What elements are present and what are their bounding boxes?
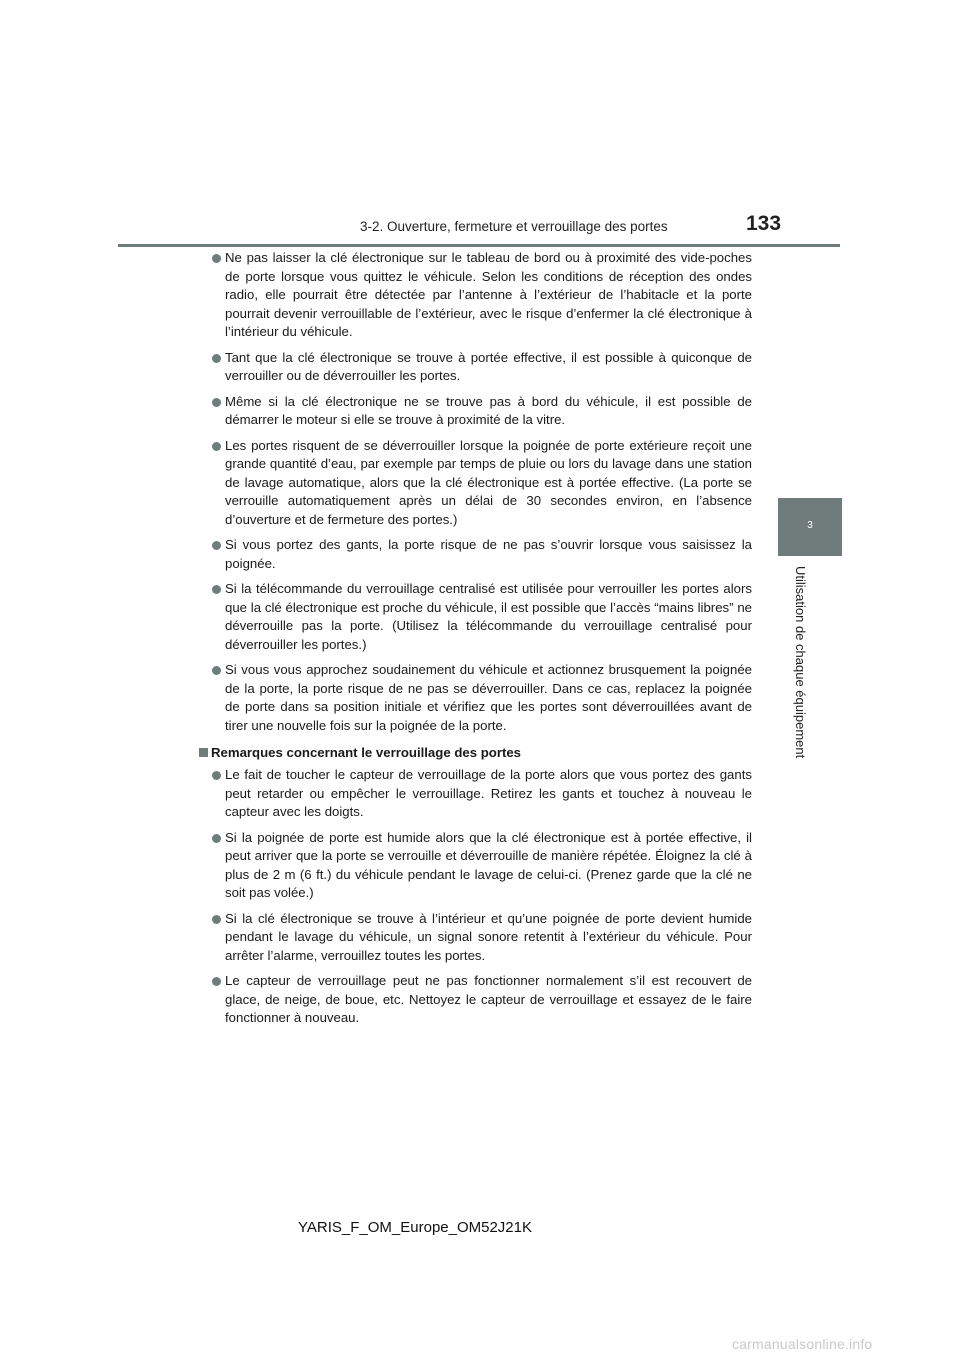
bullet-text: Si la clé électronique se trouve à l’intérieur et qu’une poignée de porte devient humide pendant le lavage du véhicule, un signal sonore retentit à l’extérieur du véhicule. Pour arrêter l’alarme, verrouillez toutes les portes. (225, 910, 752, 963)
bullet-text: Si vous vous approchez soudainement du véhicule et actionnez brusquement la poignée de la porte, la porte risque de ne pas se déverrouiller. Dans ce cas, replacez la poignée de porte dans sa position initiale et vérifiez que les portes sont déverrouillées avant de tirer une nouvelle fois sur la poignée de la porte. (225, 662, 752, 733)
bullet-dot-icon (212, 442, 221, 451)
bullet-text: Tant que la clé électronique se trouve à portée effective, il est possible à quiconque de verrouiller ou de déverrouiller les portes. (225, 349, 752, 383)
bullet-dot-icon (212, 254, 221, 263)
bullet-dot-icon (212, 541, 221, 550)
bullet-list-locking-notes (211, 766, 752, 1028)
footer-document-code: YARIS_F_OM_Europe_OM52J21K (298, 1219, 533, 1236)
bullet-item (211, 661, 752, 735)
bullet-dot-icon (212, 834, 221, 843)
chapter-label: Utilisation de chaque équipement (793, 566, 808, 759)
bullet-text: Le capteur de verrouillage peut ne pas fonctionner normalement s’il est recouvert de glace, de neige, de boue, etc. Nettoyez le capteur de verrouillage et essayez de le faire fonctionner à nouveau. (225, 973, 752, 1025)
bullet-item (211, 766, 752, 822)
bullet-text: Si la poignée de porte est humide alors que la clé électronique est à portée effective, il peut arriver que la porte se verrouille et déverrouille de manière répétée. Éloignez la clé à plus de 2 m (6 ft.) du véhicule pendant le lavage de celui-ci. (Prenez garde que la clé ne soit pas volée.) (225, 829, 752, 900)
bullet-dot-icon (212, 585, 221, 594)
bullet-item (211, 580, 752, 654)
chapter-number: 3 (807, 520, 813, 531)
bullet-dot-icon (212, 771, 221, 780)
bullet-dot-icon (212, 977, 221, 986)
bullet-dot-icon (212, 398, 221, 407)
site-watermark: carmanualsonline.info (732, 1336, 873, 1352)
bullet-item (211, 910, 752, 966)
bullet-text: Même si la clé électronique ne se trouve pas à bord du véhicule, il est possible de démarrer le moteur si elle se trouve à proximité de la vitre. (225, 393, 752, 427)
bullet-item (211, 437, 752, 530)
bullet-dot-icon (212, 354, 221, 363)
main-content (211, 249, 752, 1035)
bullet-item (211, 349, 752, 386)
bullet-text: Si vous portez des gants, la porte risque de ne pas s’ouvrir lorsque vous saisissez la poignée. (225, 537, 752, 571)
header-divider (118, 244, 840, 247)
subheading-text: Remarques concernant le verrouillage des portes (211, 745, 522, 760)
bullet-item (211, 249, 752, 342)
square-marker-icon (199, 748, 208, 757)
bullet-dot-icon (212, 915, 221, 924)
section-title: 3-2. Ouverture, fermeture et verrouillage des portes (360, 219, 668, 234)
page-header (0, 0, 960, 250)
bullet-text: Les portes risquent de se déverrouiller lorsque la poignée de porte extérieure reçoit une grande quantité d’eau, par exemple par temps de pluie ou lors du lavage dans une station de lavage automatique, alors que la clé électronique est à portée effective. (La porte se verrouille automatiquement après un délai de 30 secondes environ, en l’absence d’ouverture et de fermeture des portes.) (225, 437, 752, 527)
bullet-item (211, 393, 752, 430)
bullet-list-caution (211, 249, 752, 735)
bullet-text: Le fait de toucher le capteur de verrouillage de la porte alors que vous portez des gants peut retarder ou empêcher le verrouillage. Retirez les gants et touchez à nouveau le capteur avec les doigts. (225, 767, 752, 819)
bullet-item (211, 972, 752, 1028)
bullet-item (211, 829, 752, 903)
page-number: 133 (746, 212, 782, 235)
section-subheading (198, 744, 752, 762)
chapter-tab (778, 498, 842, 556)
bullet-item (211, 536, 752, 573)
bullet-text: Si la télécommande du verrouillage centralisé est utilisée pour verrouiller les portes alors que la clé électronique est proche du véhicule, il est possible que l’accès “mains libres” ne déverrouille pas la porte. (Utilisez la télécommande du verrouillage centralisé pour déverrouiller les portes.) (225, 581, 752, 652)
bullet-dot-icon (212, 666, 221, 675)
bullet-text: Ne pas laisser la clé électronique sur le tableau de bord ou à proximité des vide-poches de porte lorsque vous quittez le véhicule. Selon les conditions de réception des ondes radio, elle pourrait être détectée par l’antenne à l’extérieur de l’habitacle et la porte pourrait devenir verrouillable de l’extérieur, avec le risque d’enfermer la clé électronique à l’intérieur du véhicule. (225, 250, 752, 339)
